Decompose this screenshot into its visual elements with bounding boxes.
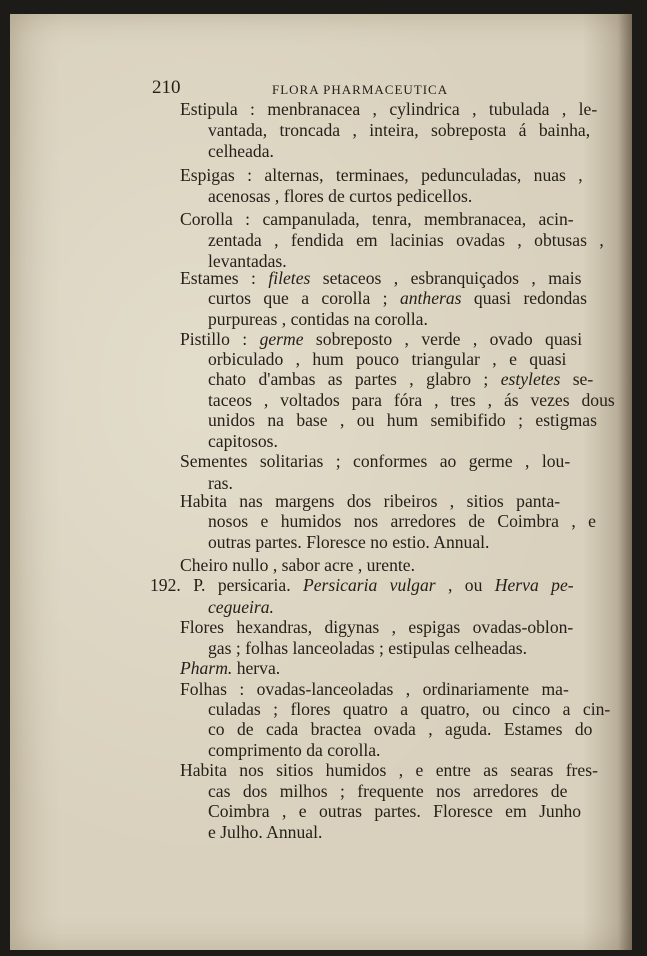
text-line	[150, 576, 574, 595]
italic-term: filetes	[268, 268, 311, 288]
text-line	[180, 100, 597, 119]
line-text: Folhas : ovadas-lanceoladas , ordinariamente ma-	[180, 679, 569, 699]
page-number: 210	[152, 77, 181, 98]
italic-term: antheras	[399, 288, 462, 308]
line-text: zentada , fendida em lacinias ovadas , obtusas ,	[208, 230, 604, 250]
line-text: Cheiro nullo , sabor acre , urente.	[180, 555, 415, 575]
text-line	[208, 370, 593, 389]
line-text: purpureas , contidas na corolla.	[208, 309, 428, 329]
line-text: chato d'ambas as partes , glabro ;	[208, 369, 501, 389]
line-text: outras partes. Floresce no estio. Annual.	[208, 532, 490, 552]
line-text: nosos e humidos nos arredores de Coimbra , e	[208, 511, 596, 531]
text-line	[180, 556, 415, 575]
line-text: Estames :	[180, 268, 269, 288]
text-line	[208, 512, 596, 531]
text-line	[180, 330, 582, 349]
line-text: Flores hexandras, digynas , espigas ovadas-oblon-	[180, 617, 574, 637]
line-text: orbiculado , hum pouco triangular , e quasi	[208, 349, 567, 369]
line-text: co de cada bractea ovada , aguda. Estames do	[208, 719, 593, 739]
text-line	[208, 700, 610, 719]
text-line	[180, 492, 560, 511]
line-text: Sementes solitarias ; conformes ao germe , lou-	[180, 451, 571, 471]
line-text: unidos na base , ou hum semibifido ; estigmas	[208, 410, 597, 430]
text-line	[208, 121, 590, 140]
line-text: acenosas , flores de curtos pedicellos.	[208, 186, 473, 206]
text-line	[208, 310, 428, 329]
text-line	[208, 411, 597, 430]
line-text: Habita nas margens dos ribeiros , sitios panta-	[180, 491, 561, 511]
italic-term: estyletes	[500, 369, 561, 389]
line-text: cas dos milhos ; frequente nos arredores de	[208, 781, 568, 801]
text-line	[208, 432, 278, 451]
text-line	[208, 639, 527, 658]
line-text: Pistillo :	[180, 329, 260, 349]
line-text: culadas ; flores quatro a quatro, ou cinco a cin-	[208, 699, 611, 719]
line-text: capitosos.	[208, 431, 278, 451]
text-line	[180, 269, 581, 288]
text-line	[208, 741, 380, 760]
line-text: e Julho. Annual.	[208, 822, 323, 842]
line-text: comprimento da corolla.	[208, 740, 381, 760]
line-text: Espigas : alternas, terminaes, pedunculadas, nuas ,	[180, 165, 583, 185]
text-line	[180, 452, 570, 471]
italic-term: Pharm.	[180, 658, 233, 678]
line-text: curtos que a corolla ;	[208, 288, 400, 308]
text-line	[208, 187, 472, 206]
text-line	[180, 680, 569, 699]
line-text: vantada, troncada , inteira, sobreposta á bainha,	[208, 120, 591, 140]
running-title: FLORA PHARMACEUTICA	[272, 82, 449, 97]
line-text: levantadas.	[208, 251, 287, 271]
line-text: celheada.	[208, 141, 274, 161]
text-line	[208, 350, 566, 369]
text-line	[208, 720, 592, 739]
text-line	[208, 533, 489, 552]
text-line	[208, 231, 604, 250]
line-text: Corolla : campanulada, tenra, membranacea, acin-	[180, 209, 574, 229]
italic-term: Herva pe-	[494, 575, 574, 595]
text-line	[180, 166, 583, 185]
text-line	[208, 823, 322, 842]
line-text: setaceos , esbranquiçados , mais	[310, 268, 582, 288]
text-line	[208, 802, 581, 821]
page-spine-shadow	[618, 14, 632, 950]
text-line	[180, 618, 573, 637]
line-text: taceos , voltados para fóra , tres , ás vezes dous	[208, 390, 615, 410]
text-line	[208, 289, 587, 308]
line-text: quasi redondas	[461, 288, 587, 308]
text-line	[208, 142, 274, 161]
line-text: , ou	[435, 575, 495, 595]
italic-term: germe	[259, 329, 304, 349]
text-line	[208, 782, 567, 801]
book-page	[10, 14, 632, 950]
line-text: se-	[560, 369, 594, 389]
line-text: ras.	[208, 473, 233, 493]
line-text: herva.	[232, 658, 281, 678]
line-text: sobreposto , verde , ovado quasi	[303, 329, 583, 349]
italic-term: cegueira.	[208, 597, 274, 617]
text-line	[180, 210, 574, 229]
italic-term: Persicaria vulgar	[303, 575, 436, 595]
text-line	[208, 598, 274, 617]
line-text: Coimbra , e outras partes. Floresce em Junho	[208, 801, 582, 821]
line-text: 192. P. persicaria.	[150, 575, 303, 595]
line-text: Habita nos sitios humidos , e entre as searas fres-	[180, 760, 598, 780]
text-line	[180, 659, 280, 678]
line-text: Estipula : menbranacea , cylindrica , tubulada , le-	[180, 99, 598, 119]
text-line	[180, 761, 598, 780]
line-text: gas ; folhas lanceoladas ; estipulas celheadas.	[208, 638, 528, 658]
text-line	[208, 391, 615, 410]
